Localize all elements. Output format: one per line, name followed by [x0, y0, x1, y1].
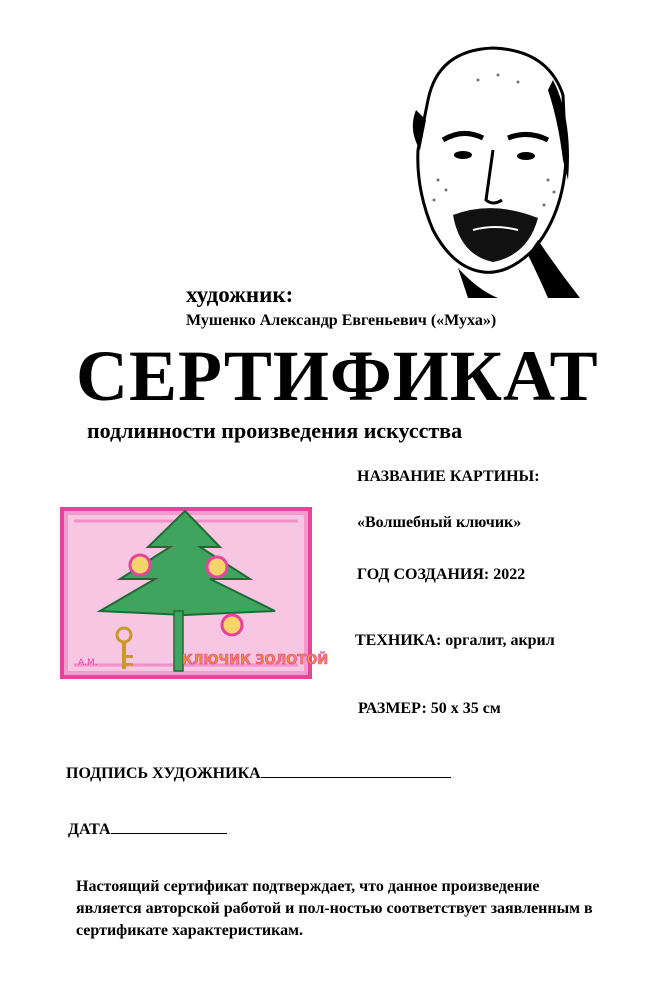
artwork-title-value: «Волшебный ключик» [357, 514, 522, 531]
size-value: 50 х 35 см [430, 700, 501, 717]
date-label: ДАТА [68, 821, 111, 838]
artwork-title-label: НАЗВАНИЕ КАРТИНЫ: [357, 468, 540, 485]
certificate-note: Настоящий сертификат подтверждает, что данное произведение является авторской работой и пол-ностью соответствует заявленным в сертификате характеристикам. [76, 878, 593, 939]
technique-field [355, 632, 555, 650]
signature-label: ПОДПИСЬ ХУДОЖНИКА [66, 765, 261, 782]
signature-line [261, 776, 451, 778]
size-field [358, 700, 501, 718]
technique-value: оргалит, акрил [445, 632, 555, 649]
painting-caption: КЛЮЧИК ЗОЛОТОЙ [182, 653, 329, 668]
year-label: ГОД СОЗДАНИЯ: [357, 566, 490, 583]
artist-name: Мушенко Александр Евгеньевич («Муха») [186, 312, 497, 329]
painting-image [60, 507, 329, 679]
artist-portrait [398, 40, 580, 298]
year-value: 2022 [493, 566, 526, 583]
size-label: РАЗМЕР: [358, 700, 427, 717]
painting-signature: А.М. [78, 658, 98, 668]
signature-field [66, 765, 451, 783]
certificate-title: СЕРТИФИКАТ [76, 336, 599, 416]
certificate-subtitle: подлинности произведения искусства [87, 418, 463, 443]
artist-label: художник: [186, 282, 294, 307]
technique-label: ТЕХНИКА: [355, 632, 442, 649]
year-field [357, 566, 525, 584]
date-line [111, 832, 227, 834]
date-field [68, 821, 227, 839]
